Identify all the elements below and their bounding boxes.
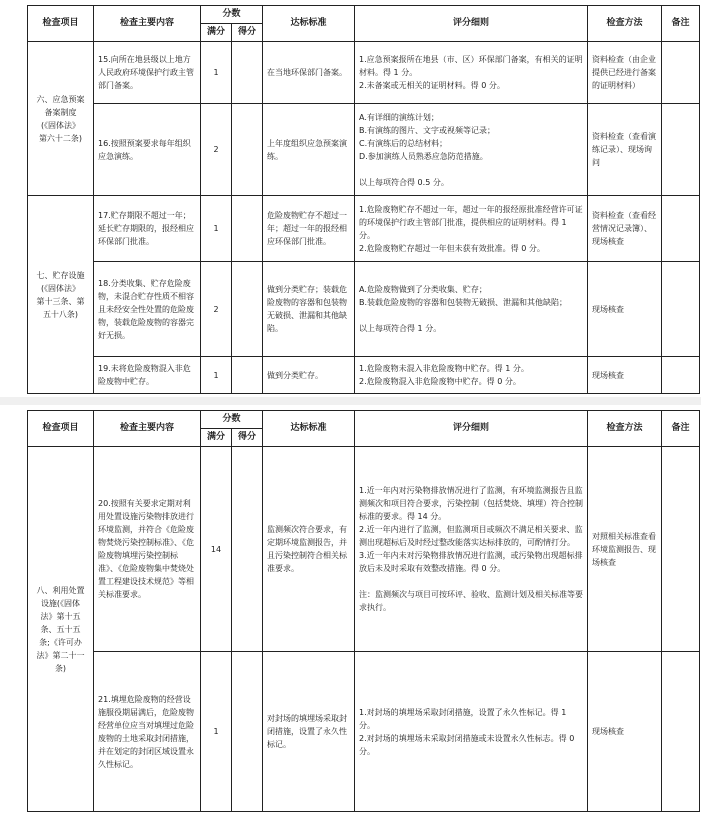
check-content: 21.填埋危险废物的经营设施服役期届满后，危险废物经营单位应当对填埋过危险废物的土地采取封闭措施，并在划定的封闭区域设置永久性标记。	[94, 652, 201, 812]
header-detail: 评分细则	[355, 411, 588, 447]
got-score	[232, 104, 263, 196]
standard: 上年度组织应急预案演练。	[263, 104, 355, 196]
header-standard: 达标标准	[263, 6, 355, 42]
note	[662, 196, 700, 262]
scoring-detail: 1.近一年内对污染物排放情况进行了监测，有环境监测报告且监测频次和项目符合要求，污染控制（包括焚烧、填埋）符合控制标准的要求。得 14 分。 2.近一年内进行了监测，但监测项目或频次不满足相关要求、监测出现超标后及时经过整改能落实达标排放的，可酌情打分。 3.近一年内未对污染物排放情况进行监测，或污染物出现超标排放后未及时采取有效整改措施。得 0 分。 注：监测频次与项目可按环评、验收、监测计划及相关标准等要求执行。	[355, 447, 588, 652]
header-content: 检查主要内容	[94, 6, 201, 42]
got-score	[232, 652, 263, 812]
got-score	[232, 262, 263, 357]
header-got-score: 得分	[232, 429, 263, 447]
note	[662, 447, 700, 652]
header-standard: 达标标准	[263, 411, 355, 447]
table-row	[28, 262, 700, 357]
table-row	[28, 104, 700, 196]
table-row	[28, 652, 700, 812]
header-content: 检查主要内容	[94, 411, 201, 447]
header-item: 检查项目	[28, 6, 94, 42]
header-detail: 评分细则	[355, 6, 588, 42]
scoring-detail: 1.应急预案报所在地县（市、区）环保部门备案，有相关的证明材料。得 1 分。 2.未备案或无相关的证明材料。得 0 分。	[355, 42, 588, 104]
standard: 危险废物贮存不超过一年；超过一年的报经相应环保部门批准。	[263, 196, 355, 262]
got-score	[232, 447, 263, 652]
standard: 做到分类贮存；装载危险废物的容器和包装物无破损、泄漏和其他缺陷。	[263, 262, 355, 357]
note	[662, 262, 700, 357]
scoring-detail: A.有详细的演练计划； B.有演练的图片、文字或视频等记录； C.有演练后的总结材料； D.参加演练人员熟悉应急防范措施。 以上每项符合得 0.5 分。	[355, 104, 588, 196]
check-content: 15.向所在地县级以上地方人民政府环境保护行政主管部门备案。	[94, 42, 201, 104]
header-item: 检查项目	[28, 411, 94, 447]
header-score: 分数	[201, 411, 263, 429]
full-score: 1	[201, 652, 232, 812]
check-content: 19.未将危险废物混入非危险废物中贮存。	[94, 357, 201, 394]
header-method: 检查方法	[588, 6, 662, 42]
table-row	[28, 447, 700, 652]
page-gap	[0, 397, 701, 405]
header-full-score: 满分	[201, 24, 232, 42]
check-method: 对照相关标准查看环境监测报告、现场核查	[588, 447, 662, 652]
standard: 在当地环保部门备案。	[263, 42, 355, 104]
note	[662, 652, 700, 812]
header-note: 备注	[662, 6, 700, 42]
full-score: 14	[201, 447, 232, 652]
got-score	[232, 196, 263, 262]
header-got-score: 得分	[232, 24, 263, 42]
group-label: 八、利用处置 设施(《固体 法》第十五 条、五十五 条;《许可办 法》第二十一 条)	[28, 447, 94, 812]
scoring-detail: 1.危险废物未混入非危险废物中贮存。得 1 分。 2.危险废物混入非危险废物中贮存。得 0 分。	[355, 357, 588, 394]
full-score: 1	[201, 196, 232, 262]
check-content: 20.按照有关要求定期对利用处置设施污染物排放进行环境监测，并符合《危险废物焚烧污染控制标准》、《危险废物填埋污染控制标准》、《危险废物集中焚烧处置工程建设技术规范》等相关标准要求。	[94, 447, 201, 652]
note	[662, 104, 700, 196]
group-label: 七、贮存设施 (《固体法》 第十三条、第 五十八条)	[28, 196, 94, 394]
scoring-detail: 1.对封场的填埋场采取封闭措施，设置了永久性标记。得 1 分。 2.对封场的填埋场未采取封闭措施或未设置永久性标志。得 0 分。	[355, 652, 588, 812]
full-score: 2	[201, 262, 232, 357]
check-method: 资料检查（由企业提供已经进行备案的证明材料）	[588, 42, 662, 104]
group-label: 六、应急预案 备案制度 (《固体法》 第六十二条)	[28, 42, 94, 196]
scoring-detail: 1.危险废物贮存不超过一年，超过一年的报经原批准经营许可证的环境保护行政主管部门批准，提供相应的证明材料。得 1 分。 2.危险废物贮存超过一年但未获有效批准。得 0 分。	[355, 196, 588, 262]
got-score	[232, 357, 263, 394]
standard: 做到分类贮存。	[263, 357, 355, 394]
table-row	[28, 42, 700, 104]
full-score: 2	[201, 104, 232, 196]
check-method: 资料检查（查看经营情况记录簿）、现场核查	[588, 196, 662, 262]
check-content: 18.分类收集、贮存危险废物，未混合贮存性质不相容且未经安全性处置的危险废物，装载危险废物的容器完好无损。	[94, 262, 201, 357]
full-score: 1	[201, 357, 232, 394]
inspection-table-2	[27, 410, 700, 812]
check-content: 16.按照预案要求每年组织应急演练。	[94, 104, 201, 196]
note	[662, 42, 700, 104]
got-score	[232, 42, 263, 104]
check-method: 资料检查（查看演练记录）、现场询问	[588, 104, 662, 196]
inspection-table-1	[27, 5, 700, 394]
table-row	[28, 196, 700, 262]
header-full-score: 满分	[201, 429, 232, 447]
header-note: 备注	[662, 411, 700, 447]
header-score: 分数	[201, 6, 263, 24]
check-method: 现场核查	[588, 262, 662, 357]
header-method: 检查方法	[588, 411, 662, 447]
full-score: 1	[201, 42, 232, 104]
table-row	[28, 357, 700, 394]
scoring-detail: A.危险废物做到了分类收集、贮存； B.装载危险废物的容器和包装物无破损、泄漏和其他缺陷； 以上每项符合得 1 分。	[355, 262, 588, 357]
standard: 对封场的填埋场采取封闭措施，设置了永久性标记。	[263, 652, 355, 812]
check-method: 现场核查	[588, 357, 662, 394]
standard: 监测频次符合要求，有定期环境监测报告，并且污染控制符合相关标准要求。	[263, 447, 355, 652]
note	[662, 357, 700, 394]
check-method: 现场核查	[588, 652, 662, 812]
check-content: 17.贮存期限不超过一年；延长贮存期限的，报经相应环保部门批准。	[94, 196, 201, 262]
